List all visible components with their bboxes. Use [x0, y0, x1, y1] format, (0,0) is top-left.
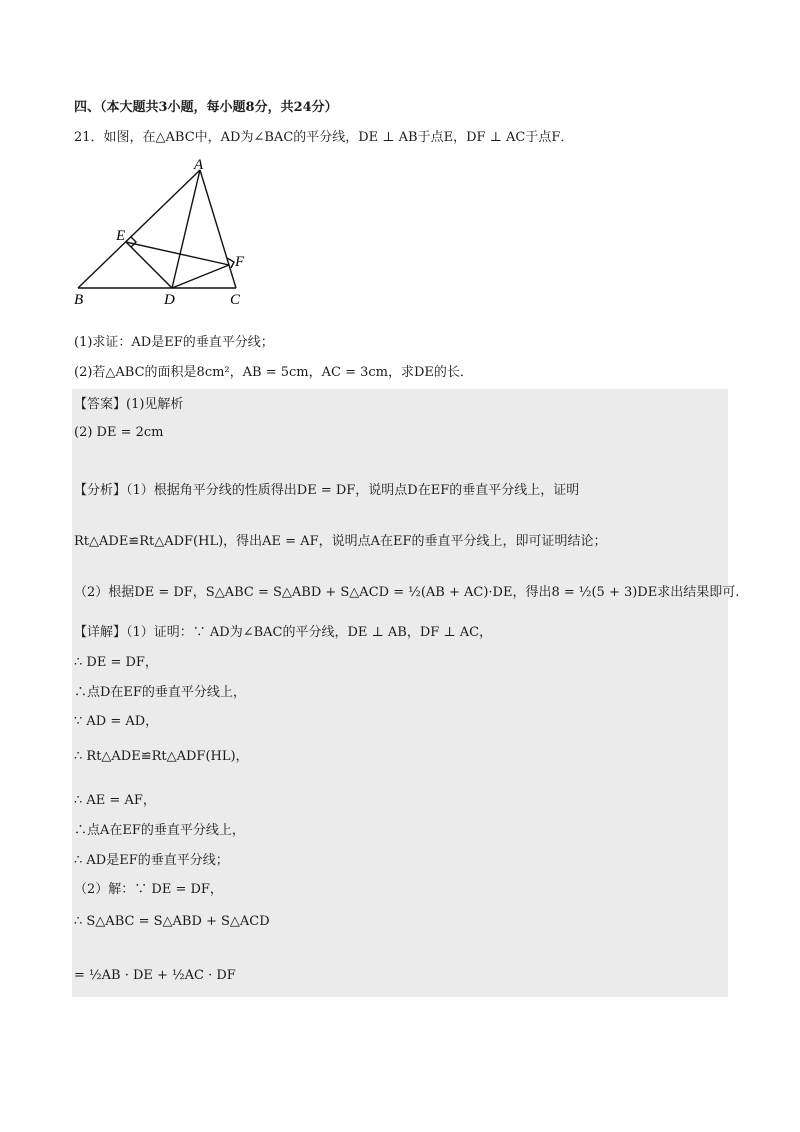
part2-question: (2)若△ABC的面积是8cm²，AB = 5cm，AC = 3cm，求DE的长． — [74, 365, 473, 380]
label-C: C — [230, 292, 241, 308]
segment-AD — [172, 170, 200, 288]
detail-line-3: ∴点D在EF的垂直平分线上， — [74, 685, 246, 700]
detail-line-1: 【详解】（1）证明：∵ AD为∠BAC的平分线，DE ⊥ AB，DF ⊥ AC， — [74, 625, 493, 640]
analysis-line-1: 【分析】（1）根据角平分线的性质得出DE = DF，说明点D在EF的垂直平分线上，证明 — [74, 483, 580, 498]
analysis-line-3: （2）根据DE = DF，S△ABC = S△ABD + S△ACD = ½(AB + AC)·DE，得出8 = ½(5 + 3)DE求出结果即可. — [74, 585, 740, 600]
detail-line-9: （2）解：∵ DE = DF， — [74, 882, 223, 897]
detail-line-4: ∵ AD = AD， — [74, 714, 159, 729]
detail-line-6: ∴ AE = AF， — [74, 793, 156, 808]
segment-EF — [126, 242, 229, 265]
right-angle-mark-E — [131, 237, 136, 247]
analysis-line-2: Rt△ADE≌Rt△ADF(HL)，得出AE = AF，说明点A在EF的垂直平分线上，即可证明结论； — [74, 534, 607, 549]
problem-statement: 21．如图，在△ABC中，AD为∠BAC的平分线，DE ⊥ AB于点E，DF ⊥ AC于点F． — [74, 130, 574, 145]
part1-question: (1)求证：AD是EF的垂直平分线； — [74, 335, 274, 350]
detail-line-7: ∴点A在EF的垂直平分线上， — [74, 823, 245, 838]
segment-AC — [200, 170, 236, 288]
detail-line-8: ∴ AD是EF的垂直平分线； — [74, 853, 229, 868]
detail-line-2: ∴ DE = DF， — [74, 655, 158, 670]
segment-AB — [78, 170, 200, 288]
segment-DE — [126, 242, 172, 288]
triangle-figure — [72, 158, 272, 308]
detail-line-5: ∴ Rt△ADE≌Rt△ADF(HL)， — [74, 749, 249, 764]
label-E: E — [116, 228, 126, 244]
section-heading: 四、（本大题共3小题，每小题8分，共24分） — [74, 100, 338, 115]
detail-line-11: = ½AB · DE + ½AC · DF — [74, 968, 236, 983]
answer-line-2: (2) DE = 2cm — [74, 425, 164, 440]
label-B: B — [74, 292, 84, 308]
label-D: D — [164, 292, 175, 308]
segment-DF — [172, 265, 229, 288]
answer-line-1: 【答案】(1)见解析 — [74, 397, 184, 412]
label-A: A — [194, 158, 204, 173]
label-F: F — [235, 254, 245, 270]
detail-line-10: ∴ S△ABC = S△ABD + S△ACD — [74, 914, 270, 929]
